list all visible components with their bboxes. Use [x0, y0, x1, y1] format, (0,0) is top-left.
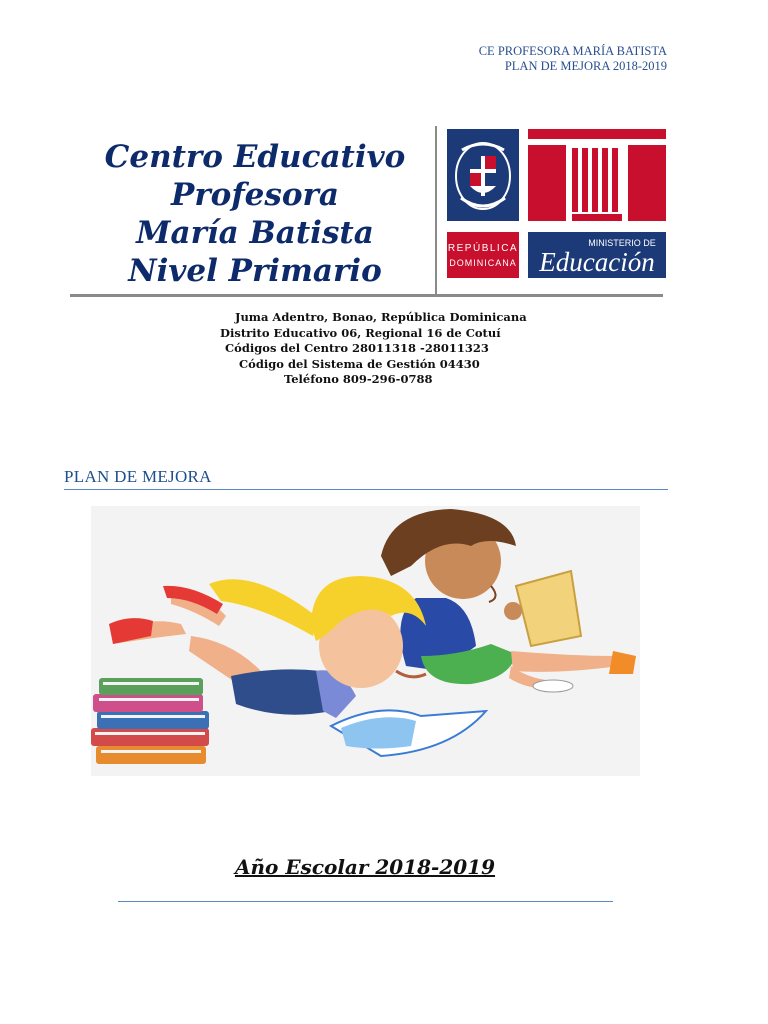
ministry-logo	[446, 128, 668, 280]
coat-of-arms-icon	[447, 129, 519, 221]
header-plan-name: PLAN DE MEJORA 2018-2019	[504, 59, 667, 73]
ministry-building-icon	[528, 129, 666, 221]
children-reading-illustration	[91, 506, 640, 776]
title-line-4: Nivel Primario	[128, 253, 382, 289]
address-line-4: Código del Sistema de Gestión 04430	[239, 356, 480, 371]
section-title: PLAN DE MEJORA	[64, 467, 212, 486]
page-header	[479, 44, 667, 74]
ministerio-line-1: MINISTERIO DE	[588, 238, 656, 248]
school-address	[212, 310, 552, 388]
vertical-divider	[435, 126, 437, 296]
address-line-5: Teléfono 809-296-0788	[284, 372, 433, 386]
book-stack-icon	[91, 678, 209, 764]
republica-line-2: DOMINICANA	[449, 258, 517, 268]
address-line-1: Juma Adentro, Bonao, República Dominicana	[235, 310, 527, 324]
address-line-2: Distrito Educativo 06, Regional 16 de Cotuí	[220, 325, 501, 340]
horizontal-divider	[70, 294, 663, 297]
header-school-name: CE PROFESORA MARÍA BATISTA	[478, 44, 667, 58]
school-year: Año Escolar 2018-2019	[234, 855, 496, 879]
school-title	[60, 138, 450, 290]
republica-line-1: REPÚBLICA	[447, 243, 519, 254]
ministerio-line-2: Educación	[539, 247, 655, 277]
section-rule	[64, 489, 668, 490]
title-line-3: María Batista	[136, 215, 374, 251]
title-line-1: Centro Educativo	[104, 139, 406, 175]
address-line-3: Códigos del Centro 28011318 -28011323	[225, 341, 489, 355]
school-year-rule	[118, 901, 613, 902]
republica-badge	[447, 232, 519, 278]
title-line-2: Profesora	[171, 177, 339, 213]
